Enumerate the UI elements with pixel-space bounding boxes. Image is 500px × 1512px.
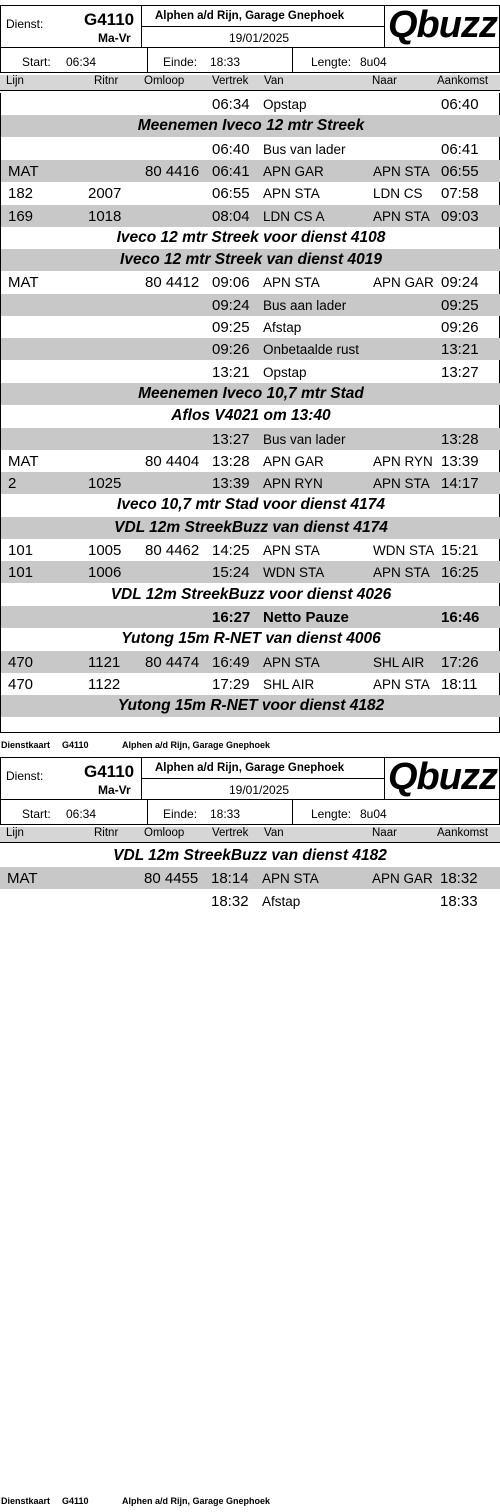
dienst-label: Dienst: [6,17,44,31]
cell-van: APN STA [262,871,319,887]
location-name: Alphen a/d Rijn, Garage Gnephoek [155,762,345,774]
cell-naar: APN GAR [372,871,433,887]
section-header-row [1,249,500,271]
col-vertrek: Vertrek [212,827,249,839]
page-header [0,752,500,849]
cell-van: APN GAR [263,163,324,179]
section-header-row [1,227,500,249]
section-header-row [1,383,500,405]
cell-van: Afstap [263,320,302,335]
lengte-label: Lengte: [311,55,352,69]
dienst-code: G4110 [84,10,135,29]
cell-van: APN STA [263,186,320,202]
trip-table [0,93,500,733]
section-title: Iveco 12 mtr Streek van dienst 4019 [120,251,382,269]
cell-van: Bus aan lader [263,297,347,313]
cell-ritnr: 1006 [88,564,122,582]
cell-vertrek: 14:25 [212,542,250,559]
table-row [1,472,500,494]
cell-omloop: 80 4416 [145,162,200,180]
einde-value: 18:33 [210,55,241,69]
cell-vertrek: 06:40 [212,140,250,158]
cell-lijn: MAT [8,274,39,292]
section-title: Iveco 10,7 mtr Stad voor dienst 4174 [117,496,385,514]
cell-omloop: 80 4462 [145,542,200,559]
cell-aankomst: 13:27 [441,363,479,381]
date-value: 19/01/2025 [229,31,290,45]
cell-ritnr: 1122 [88,675,121,693]
cell-aankomst: 14:17 [441,475,479,493]
cell-ritnr: 1018 [88,207,122,225]
cell-lijn: 2 [8,475,17,493]
cell-van: Bus van lader [263,431,346,447]
cell-van: Bus van lader [263,141,346,157]
cell-aankomst: 13:39 [441,452,479,470]
cell-van: APN STA [263,654,320,670]
date-value: 19/01/2025 [229,783,290,797]
table-row [1,271,500,293]
cell-aankomst: 06:55 [441,162,479,180]
dienst-code: G4110 [84,762,135,781]
section-title: VDL 12m StreekBuzz van dienst 4174 [114,518,388,536]
footer-code: G4110 [62,740,89,750]
cell-naar: APN STA [373,476,430,492]
days-value: Ma-Vr [98,783,131,797]
cell-vertrek: 13:21 [212,363,250,381]
cell-ritnr: 2007 [88,185,122,203]
cell-aankomst: 18:11 [441,675,478,693]
location-name: Alphen a/d Rijn, Garage Gnephoek [155,10,345,22]
cell-naar: SHL AIR [373,654,425,670]
cell-van: APN STA [263,543,320,558]
cell-aankomst: 15:21 [441,542,479,559]
cell-vertrek: 06:34 [212,96,250,113]
start-label: Start: [22,55,51,69]
cell-aankomst: 13:28 [441,430,479,448]
table-row [1,338,500,360]
cell-lijn: 101 [8,542,34,559]
cell-naar: LDN CS [373,186,423,202]
table-row [1,651,500,673]
trip-table [0,845,500,1485]
cell-vertrek: 09:25 [212,319,250,336]
cell-naar: WDN STA [373,543,435,558]
cell-vertrek: 06:55 [212,185,250,203]
cell-naar: APN STA [373,208,430,224]
section-header-row [1,405,500,427]
cell-ritnr: 1025 [88,475,122,493]
table-row [0,890,500,912]
col-lijn: Lijn [6,827,24,839]
table-row [1,316,500,338]
section-title: Aflos V4021 om 13:40 [171,407,331,425]
start-value: 06:34 [66,807,97,821]
section-header-row [1,494,500,516]
cell-van: Afstap [262,893,301,909]
days-value: Ma-Vr [98,31,131,45]
cell-van: SHL AIR [263,676,315,692]
einde-label: Einde: [163,55,198,69]
cell-omloop: 80 4474 [145,653,200,671]
dienst-label: Dienst: [6,769,44,783]
cell-aankomst: 09:26 [441,319,479,336]
cell-naar: APN GAR [373,275,434,291]
table-row [1,673,500,695]
cell-lijn: MAT [8,162,39,180]
cell-aankomst: 09:24 [441,274,479,292]
cell-aankomst: 09:25 [441,296,479,314]
table-row [0,867,500,889]
cell-vertrek: 13:27 [212,430,250,448]
section-header-row [1,695,500,717]
cell-vertrek: 13:39 [212,475,250,493]
footer-location: Alphen a/d Rijn, Garage Gnephoek [122,740,271,750]
table-row [1,539,500,561]
table-row [1,450,500,472]
col-aankomst: Aankomst [437,75,489,87]
table-row [1,138,500,160]
column-header-row [0,827,500,843]
table-row [1,361,500,383]
cell-lijn: 169 [8,207,34,225]
table-row [1,93,500,115]
col-naar: Naar [372,827,397,839]
einde-label: Einde: [163,807,198,821]
section-header-row [1,628,500,650]
col-naar: Naar [372,75,397,87]
cell-aankomst: 17:26 [441,653,479,671]
cell-ritnr: 1121 [88,653,121,671]
lengte-value: 8u04 [360,807,387,821]
dienstkaart-page-1 [0,0,500,752]
col-aankomst: Aankomst [437,827,489,839]
cell-van: Opstap [263,364,307,380]
cell-lijn: 101 [8,564,34,582]
cell-van: WDN STA [263,565,325,581]
table-row [1,160,500,182]
cell-vertrek: 06:41 [212,162,250,180]
section-title: VDL 12m StreekBuzz voor dienst 4026 [110,585,392,603]
cell-omloop: 80 4404 [145,452,200,470]
start-label: Start: [22,807,51,821]
cell-naar: APN RYN [373,453,433,469]
cell-naar: APN STA [373,565,430,581]
cell-lijn: MAT [7,870,38,888]
footer-label: Dienstkaart [1,1496,51,1506]
section-title: Meenemen Iveco 10,7 mtr Stad [138,384,364,402]
cell-vertrek: 09:26 [212,341,250,359]
section-header-row [1,115,500,137]
section-header-row [0,845,500,867]
cell-aankomst: 13:21 [441,341,479,359]
cell-aankomst: 16:25 [441,564,479,582]
cell-vertrek: 15:24 [212,564,250,582]
cell-naar: APN STA [373,676,430,692]
cell-omloop: 80 4455 [144,870,199,888]
col-lijn: Lijn [6,75,24,87]
cell-aankomst: 18:32 [440,870,478,888]
cell-van: APN RYN [263,476,323,492]
table-row [1,561,500,583]
cell-lijn: 470 [8,675,34,693]
section-header-row [1,517,500,539]
cell-vertrek: 18:32 [211,892,249,910]
cell-van: Netto Pauze [263,608,349,626]
cell-van: Onbetaalde rust [263,342,360,358]
cell-aankomst: 06:41 [441,140,479,158]
cell-vertrek: 09:06 [212,274,250,292]
section-header-row [1,584,500,606]
cell-aankomst: 18:33 [440,892,478,910]
cell-vertrek: 13:28 [212,452,250,470]
cell-van: APN GAR [263,453,324,469]
cell-lijn: 470 [8,653,34,671]
footer-label: Dienstkaart [1,740,51,750]
col-omloop: Omloop [144,827,185,839]
col-ritnr: Ritnr [94,827,119,839]
cell-van: Opstap [263,97,307,112]
cell-aankomst: 06:40 [441,96,479,113]
cell-lijn: 182 [8,185,34,203]
section-title: Meenemen Iveco 12 mtr Streek [137,117,365,135]
col-van: Van [264,827,284,839]
table-row [1,205,500,227]
cell-van: LDN CS A [263,208,325,224]
qbuzz-logo: Qbuzz [388,756,497,798]
column-header-row [0,75,500,91]
cell-aankomst: 07:58 [441,185,479,203]
cell-omloop: 80 4412 [145,274,200,292]
section-title: VDL 12m StreekBuzz van dienst 4182 [113,847,387,864]
col-omloop: Omloop [144,75,185,87]
cell-naar: APN STA [373,163,430,179]
cell-aankomst: 09:03 [441,207,479,225]
cell-lijn: MAT [8,452,39,470]
cell-vertrek: 16:27 [212,608,251,626]
cell-vertrek: 09:24 [212,296,250,314]
section-title: Iveco 12 mtr Streek voor dienst 4108 [116,228,386,246]
col-ritnr: Ritnr [94,75,119,87]
page-header [0,0,500,97]
dienstkaart-page-2 [0,752,500,1512]
table-row [1,294,500,316]
start-value: 06:34 [66,55,97,69]
cell-vertrek: 18:14 [211,870,249,888]
cell-aankomst: 16:46 [441,608,480,626]
pause-row [1,606,500,628]
cell-vertrek: 08:04 [212,207,250,225]
table-row [1,428,500,450]
qbuzz-logo: Qbuzz [388,4,497,46]
cell-vertrek: 17:29 [212,675,250,693]
lengte-value: 8u04 [360,55,387,69]
section-title: Yutong 15m R-NET voor dienst 4182 [117,697,385,715]
footer-code: G4110 [62,1496,89,1506]
cell-ritnr: 1005 [88,542,122,559]
lengte-label: Lengte: [311,807,352,821]
einde-value: 18:33 [210,807,241,821]
col-van: Van [264,75,284,87]
cell-vertrek: 16:49 [212,653,250,671]
section-title: Yutong 15m R-NET van dienst 4006 [121,630,381,648]
col-vertrek: Vertrek [212,75,249,87]
cell-van: APN STA [263,275,320,291]
table-row [1,182,500,204]
footer-location: Alphen a/d Rijn, Garage Gnephoek [122,1496,271,1506]
